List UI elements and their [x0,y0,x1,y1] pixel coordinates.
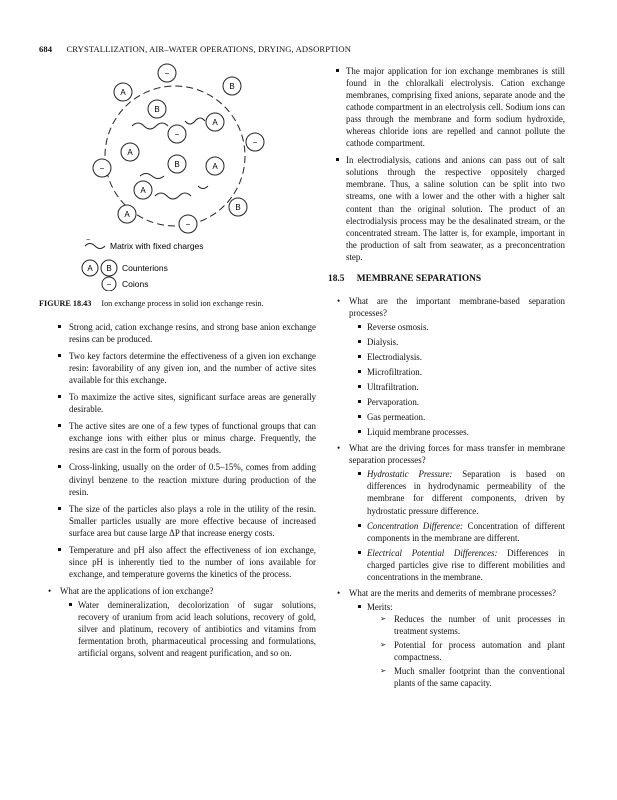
list-item [349,520,565,544]
list-item: Ultrafiltration. [349,381,565,393]
svg-text:−: − [252,138,258,147]
merits-label: Merits: [367,601,393,612]
answer-list [60,599,316,659]
section-title: MEMBRANE SEPARATIONS [356,273,482,284]
question-text: What are the important membrane-based separation processes? [349,295,565,318]
process-list [349,321,565,438]
matrix-line [140,174,164,179]
legend-matrix [85,237,204,251]
list-item: Temperature and pH also affect the effectiveness of ion exchange, since pH is inherently tied to the number of ions available for exchange, and temperature governs the kinetics of the process. [39,544,316,580]
svg-text:B: B [154,105,160,114]
list-item: The major application for ion exchange membranes is still found in the chloralkali electrolysis. Cation exchange membranes, comprising fixed anions, separate anode and the cathode compartment in an electrolysis cell. Sodium ions can pass through the membrane and form sodium hydroxide, whereas chloride ions are repelled and cannot pollute the cathode compartment. [328,65,565,149]
running-title: CRYSTALLIZATION, AIR–WATER OPERATIONS, DRYING, ADSORPTION [66,44,352,54]
svg-text:B: B [174,160,180,169]
svg-text:Matrix with fixed charges: Matrix with fixed charges [110,241,204,251]
svg-text:B: B [229,82,235,91]
figure-label: FIGURE 18.43 [39,299,92,308]
svg-text:−: − [85,237,91,244]
coion [179,215,197,233]
counterion-b [229,198,247,216]
merits-list [349,601,565,689]
definition: Concentration of different components in the membrane are different. [367,520,566,543]
svg-text:−: − [106,280,112,289]
coion [168,125,186,143]
svg-text:A: A [212,118,218,127]
definition: Separation is based on differences in hydrodynamic permeability of the membrane for different components, driven by hydrostatic pressure difference. [367,469,565,516]
list-item: Dialysis. [349,336,565,348]
list-item [349,547,565,583]
svg-text:−: − [185,220,191,229]
list-item [349,468,565,516]
question-item [328,295,565,438]
question-text: What are the applications of ion exchange? [60,585,214,596]
definition: Differences in charged particles give rise to different mobilities and concentrations in the membrane. [367,547,565,582]
svg-text:A: A [124,210,130,219]
list-item: ➢ Potential for process automation and plant compactness. [367,639,565,663]
list-item: Cross-linking, usually on the order of 0.5–15%, comes from adding divinyl benzene to the reaction mixture during production of the resin. [39,461,316,497]
counterion-b [168,155,186,173]
counterion-a [118,205,136,223]
list-item: The size of the particles also plays a role in the utility of the resin. Smaller particles usually are more effective because of increased surface area but cause large ΔP that increase energy costs. [39,503,316,539]
page-number: 684 [39,44,53,54]
coion [93,159,111,177]
resin-bullet-list [39,321,316,659]
svg-text:−: − [164,69,170,78]
figure-caption-text: Ion exchange process in solid ion exchange resin. [101,299,264,308]
svg-text:A: A [87,264,93,273]
counterion-a [206,113,224,131]
left-column [39,321,316,663]
coion [158,64,176,82]
merits-sublist [367,613,565,689]
svg-text:A: A [212,162,218,171]
list-item: To maximize the active sites, significant surface areas are generally desirable. [39,391,316,415]
matrix-line [132,123,168,129]
list-item: Electrodialysis. [349,351,565,363]
svg-text:A: A [140,186,146,195]
legend-coions [102,277,148,291]
list-item: Gas permeation. [349,411,565,423]
list-item: Water demineralization, decolorization of sugar solutions, recovery of uranium from acid leach solutions, recovery of gold, silver and platinum, recovery of antibiotics and vitamins from fermentation broth, pharmaceutical processing and formulations, artificial organs, solvent and reagent purification, and so on. [60,599,316,659]
membrane-qa-list [328,295,565,689]
list-item: Two key factors determine the effectiveness of a given ion exchange resin: favorability of any given ion, and the number of active sites available for this exchange. [39,350,316,386]
counterion-a [134,181,152,199]
svg-text:−: − [99,164,105,173]
question-item [328,442,565,583]
list-item: Strong acid, cation exchange resins, and strong base anion exchange resins can be produced. [39,321,316,345]
membrane-bullet-list [328,65,565,263]
list-item: Reverse osmosis. [349,321,565,333]
right-column [328,65,565,693]
counterion-b [148,100,166,118]
svg-text:Coions: Coions [122,279,149,289]
list-item: In electrodialysis, cations and anions can pass out of salt solutions through the respective oppositely charged membrane. Thus, a saline solution can be split into two streams, one with a lower and the other with a higher salt content than the original solution. The product of an electrodialysis process may be the desalinated stream, or the concentrated stream. The latter is, for example, important in the production of salt from seawater, as a preconcentration step. [328,154,565,262]
svg-text:B: B [106,264,112,273]
term: Concentration Difference: [367,520,463,531]
question-text: What are the merits and demerits of membrane processes? [349,587,556,598]
list-item [349,601,565,689]
list-item: Microfiltration. [349,366,565,378]
section-heading [328,273,565,285]
term: Hydrostatic Pressure: [367,469,453,480]
question-text: What are the driving forces for mass transfer in membrane separation processes? [349,443,565,466]
coion [246,133,264,151]
counterion-b [223,77,241,95]
figure-caption [39,299,339,308]
svg-text:Counterions: Counterions [122,263,168,273]
running-header [39,44,579,54]
section-number: 18.5 [328,273,345,284]
list-item: ➢ Much smaller footprint than the conventional plants of the same capacity. [367,665,565,689]
svg-text:A: A [120,88,126,97]
matrix-line [185,118,205,124]
list-item: Pervaporation. [349,396,565,408]
list-item: Liquid membrane processes. [349,426,565,438]
ion-exchange-figure [80,56,310,291]
matrix-line [155,193,191,199]
question-item [39,585,316,659]
driving-force-list [349,468,565,582]
svg-text:A: A [127,148,133,157]
counterion-a [121,143,139,161]
svg-text:B: B [235,203,241,212]
term: Electrical Potential Differences: [367,547,498,558]
counterion-a [206,157,224,175]
ion-exchange-diagram [80,56,310,291]
legend-counterions [82,260,168,276]
counterion-a [114,83,132,101]
svg-text:−: − [174,130,180,139]
list-item: ➢ Reduces the number of unit processes in treatment systems. [367,613,565,637]
question-item [328,587,565,689]
matrix-line [198,186,208,189]
list-item: The active sites are one of a few types of functional groups that can exchange ions with either plus or minus charge. Frequently, the resins are cast in the form of porous beads. [39,420,316,456]
